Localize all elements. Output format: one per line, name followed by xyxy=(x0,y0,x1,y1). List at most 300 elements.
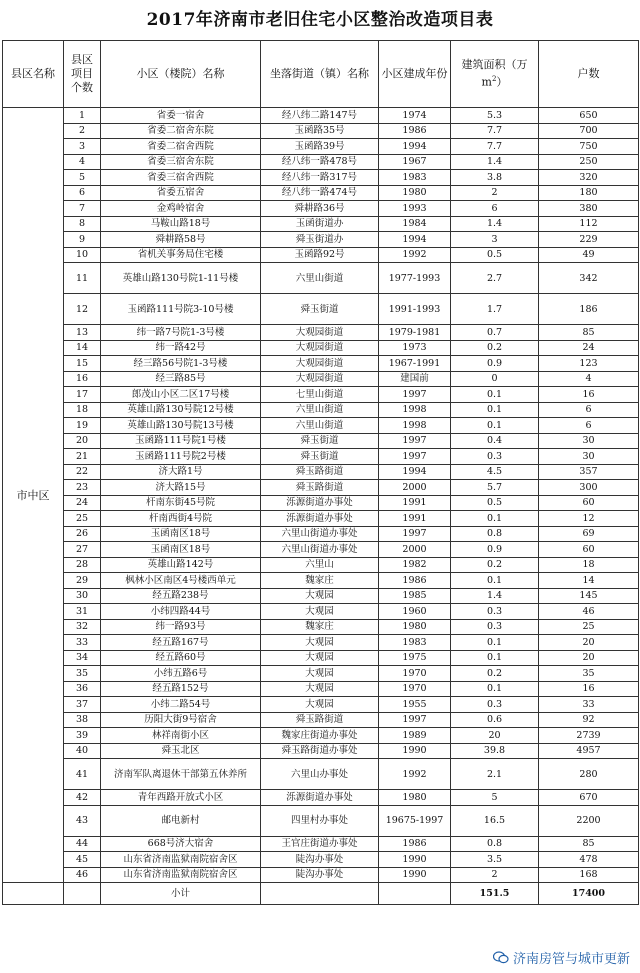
row-name: 英雄山路130号院13号楼 xyxy=(101,418,261,434)
row-year: 1955 xyxy=(379,697,451,713)
subtotal-area: 151.5 xyxy=(451,883,539,905)
row-number: 42 xyxy=(64,790,101,806)
row-number: 22 xyxy=(64,464,101,480)
table-row xyxy=(3,557,639,573)
row-area: 0.2 xyxy=(451,340,539,356)
row-year: 1997 xyxy=(379,433,451,449)
table-row xyxy=(3,325,639,341)
row-name: 玉函路111号院2号楼 xyxy=(101,449,261,465)
row-number: 41 xyxy=(64,759,101,790)
row-street: 经八纬一路474号 xyxy=(261,185,379,201)
row-year: 1992 xyxy=(379,247,451,263)
row-households: 69 xyxy=(539,526,639,542)
row-year: 1980 xyxy=(379,790,451,806)
county-cell: 市中区 xyxy=(3,108,64,883)
page-title: 2017年济南市老旧住宅小区整治改造项目表 xyxy=(146,10,494,30)
table-row xyxy=(3,247,639,263)
row-area: 0.5 xyxy=(451,495,539,511)
row-area: 2.7 xyxy=(451,263,539,294)
row-street: 大观园 xyxy=(261,681,379,697)
row-year: 1998 xyxy=(379,402,451,418)
row-street: 玉函路92号 xyxy=(261,247,379,263)
subtotal-blank-2 xyxy=(64,883,101,905)
row-street: 七里山街道 xyxy=(261,387,379,403)
row-street: 魏家庄 xyxy=(261,619,379,635)
row-name: 玉函南区18号 xyxy=(101,542,261,558)
row-number: 1 xyxy=(64,108,101,124)
row-number: 3 xyxy=(64,139,101,155)
row-number: 38 xyxy=(64,712,101,728)
row-year: 1986 xyxy=(379,573,451,589)
row-name: 小纬五路6号 xyxy=(101,666,261,682)
row-area: 0.5 xyxy=(451,247,539,263)
row-households: 380 xyxy=(539,201,639,217)
subtotal-households: 17400 xyxy=(539,883,639,905)
row-year: 1990 xyxy=(379,852,451,868)
row-number: 26 xyxy=(64,526,101,542)
row-street: 六里山街道 xyxy=(261,418,379,434)
row-households: 14 xyxy=(539,573,639,589)
row-area: 0.1 xyxy=(451,681,539,697)
row-area: 0.6 xyxy=(451,712,539,728)
wechat-icon xyxy=(493,951,509,964)
row-year: 1980 xyxy=(379,185,451,201)
header-row xyxy=(3,41,639,108)
row-street: 大观园 xyxy=(261,588,379,604)
row-households: 33 xyxy=(539,697,639,713)
row-number: 19 xyxy=(64,418,101,434)
row-name: 金鸡岭宿舍 xyxy=(101,201,261,217)
row-year: 1984 xyxy=(379,216,451,232)
row-year: 1998 xyxy=(379,418,451,434)
header-street: 坐落街道（镇）名称 xyxy=(261,41,379,108)
row-year: 2000 xyxy=(379,542,451,558)
row-area: 1.4 xyxy=(451,216,539,232)
row-number: 25 xyxy=(64,511,101,527)
row-households: 25 xyxy=(539,619,639,635)
row-area: 3 xyxy=(451,232,539,248)
subtotal-row xyxy=(3,883,639,905)
row-area: 0.2 xyxy=(451,666,539,682)
row-name: 济南军队离退休干部第五休养所 xyxy=(101,759,261,790)
row-number: 40 xyxy=(64,743,101,759)
row-households: 300 xyxy=(539,480,639,496)
row-area: 0.1 xyxy=(451,418,539,434)
row-name: 青年西路开放式小区 xyxy=(101,790,261,806)
row-households: 186 xyxy=(539,294,639,325)
row-households: 35 xyxy=(539,666,639,682)
row-year: 1960 xyxy=(379,604,451,620)
row-year: 1979-1981 xyxy=(379,325,451,341)
row-area: 7.7 xyxy=(451,123,539,139)
row-area: 2.1 xyxy=(451,759,539,790)
row-name: 山东省济南监狱南院宿舍区 xyxy=(101,867,261,883)
row-area: 0.1 xyxy=(451,402,539,418)
row-area: 0.3 xyxy=(451,604,539,620)
row-households: 30 xyxy=(539,449,639,465)
row-name: 杆南西街4号院 xyxy=(101,511,261,527)
row-name: 纬一路42号 xyxy=(101,340,261,356)
row-households: 112 xyxy=(539,216,639,232)
row-name: 经五路60号 xyxy=(101,650,261,666)
row-year: 1982 xyxy=(379,557,451,573)
row-number: 43 xyxy=(64,805,101,836)
table-row xyxy=(3,449,639,465)
row-street: 王官庄街道办事处 xyxy=(261,836,379,852)
row-year: 1997 xyxy=(379,526,451,542)
row-households: 16 xyxy=(539,387,639,403)
row-year: 19675-1997 xyxy=(379,805,451,836)
row-number: 30 xyxy=(64,588,101,604)
row-year: 1975 xyxy=(379,650,451,666)
row-number: 2 xyxy=(64,123,101,139)
row-households: 2739 xyxy=(539,728,639,744)
table-row xyxy=(3,666,639,682)
row-year: 1994 xyxy=(379,139,451,155)
row-households: 60 xyxy=(539,542,639,558)
table-row xyxy=(3,681,639,697)
table-row xyxy=(3,123,639,139)
table-row xyxy=(3,588,639,604)
row-area: 0 xyxy=(451,371,539,387)
watermark xyxy=(491,948,632,967)
row-year: 1974 xyxy=(379,108,451,124)
row-street: 舜玉路街道 xyxy=(261,712,379,728)
table-row xyxy=(3,728,639,744)
row-households: 229 xyxy=(539,232,639,248)
row-name: 玉函路111号院1号楼 xyxy=(101,433,261,449)
row-area: 39.8 xyxy=(451,743,539,759)
row-households: 20 xyxy=(539,635,639,651)
row-name: 经五路167号 xyxy=(101,635,261,651)
row-name: 经五路152号 xyxy=(101,681,261,697)
row-number: 33 xyxy=(64,635,101,651)
row-year: 2000 xyxy=(379,480,451,496)
row-year: 1973 xyxy=(379,340,451,356)
row-households: 180 xyxy=(539,185,639,201)
row-year: 1992 xyxy=(379,759,451,790)
row-households: 20 xyxy=(539,650,639,666)
row-households: 670 xyxy=(539,790,639,806)
subtotal-blank-1 xyxy=(3,883,64,905)
row-name: 省委三宿舍西院 xyxy=(101,170,261,186)
row-street: 经八纬一路478号 xyxy=(261,154,379,170)
row-name: 小纬二路54号 xyxy=(101,697,261,713)
table-row xyxy=(3,480,639,496)
header-year: 小区建成年份 xyxy=(379,41,451,108)
table-row xyxy=(3,712,639,728)
header-county: 县区名称 xyxy=(3,41,64,108)
row-households: 280 xyxy=(539,759,639,790)
row-area: 5.3 xyxy=(451,108,539,124)
row-street: 大观园 xyxy=(261,666,379,682)
row-number: 13 xyxy=(64,325,101,341)
row-households: 478 xyxy=(539,852,639,868)
row-street: 舜玉街道办 xyxy=(261,232,379,248)
row-year: 1967 xyxy=(379,154,451,170)
table-row xyxy=(3,170,639,186)
row-area: 1.7 xyxy=(451,294,539,325)
row-households: 320 xyxy=(539,170,639,186)
row-name: 山东省济南监狱南院宿舍区 xyxy=(101,852,261,868)
row-area: 0.8 xyxy=(451,836,539,852)
table-row xyxy=(3,526,639,542)
row-street: 大观园街道 xyxy=(261,371,379,387)
table-row xyxy=(3,263,639,294)
row-area: 0.8 xyxy=(451,526,539,542)
row-households: 18 xyxy=(539,557,639,573)
row-street: 泺源街道办事处 xyxy=(261,495,379,511)
row-name: 小纬四路44号 xyxy=(101,604,261,620)
row-area: 4.5 xyxy=(451,464,539,480)
row-households: 123 xyxy=(539,356,639,372)
row-households: 4 xyxy=(539,371,639,387)
table-row xyxy=(3,201,639,217)
row-name: 舜耕路58号 xyxy=(101,232,261,248)
row-households: 24 xyxy=(539,340,639,356)
row-name: 林祥南街小区 xyxy=(101,728,261,744)
row-name: 纬一路93号 xyxy=(101,619,261,635)
row-name: 邮电新村 xyxy=(101,805,261,836)
row-area: 0.3 xyxy=(451,619,539,635)
row-year: 1970 xyxy=(379,681,451,697)
row-name: 省委二宿舍西院 xyxy=(101,139,261,155)
row-households: 342 xyxy=(539,263,639,294)
header-name: 小区（楼院）名称 xyxy=(101,41,261,108)
row-street: 四里村办事处 xyxy=(261,805,379,836)
row-households: 2200 xyxy=(539,805,639,836)
row-number: 34 xyxy=(64,650,101,666)
table-row xyxy=(3,294,639,325)
row-name: 舜玉北区 xyxy=(101,743,261,759)
row-area: 0.2 xyxy=(451,557,539,573)
table-row xyxy=(3,418,639,434)
table-row xyxy=(3,759,639,790)
row-name: 省委五宿舍 xyxy=(101,185,261,201)
row-name: 经三路85号 xyxy=(101,371,261,387)
header-area: 建筑面积（万$m^2$） xyxy=(451,41,539,108)
row-number: 11 xyxy=(64,263,101,294)
row-year: 1986 xyxy=(379,836,451,852)
row-year: 1985 xyxy=(379,588,451,604)
row-area: 2 xyxy=(451,867,539,883)
table-row xyxy=(3,619,639,635)
row-street: 舜玉街道 xyxy=(261,449,379,465)
row-area: 0.4 xyxy=(451,433,539,449)
table-row xyxy=(3,356,639,372)
row-name: 济大路15号 xyxy=(101,480,261,496)
row-name: 省委一宿舍 xyxy=(101,108,261,124)
row-name: 经五路238号 xyxy=(101,588,261,604)
row-street: 六里山 xyxy=(261,557,379,573)
watermark-text: 济南房管与城市更新 xyxy=(512,952,630,967)
row-name: 马鞍山路18号 xyxy=(101,216,261,232)
row-name: 省机关事务局住宅楼 xyxy=(101,247,261,263)
table-row xyxy=(3,867,639,883)
table-row xyxy=(3,108,639,124)
header-households: 户数 xyxy=(539,41,639,108)
row-year: 1989 xyxy=(379,728,451,744)
row-street: 六里山街道办事处 xyxy=(261,542,379,558)
table-row xyxy=(3,805,639,836)
row-households: 60 xyxy=(539,495,639,511)
row-number: 6 xyxy=(64,185,101,201)
row-name: 济大路1号 xyxy=(101,464,261,480)
table-row xyxy=(3,511,639,527)
row-name: 杆南东街45号院 xyxy=(101,495,261,511)
row-street: 六里山街道 xyxy=(261,402,379,418)
row-area: 1.4 xyxy=(451,154,539,170)
table-row xyxy=(3,154,639,170)
row-area: 2 xyxy=(451,185,539,201)
row-area: 20 xyxy=(451,728,539,744)
row-households: 12 xyxy=(539,511,639,527)
row-households: 750 xyxy=(539,139,639,155)
table-row xyxy=(3,495,639,511)
row-street: 魏家庄街道办事处 xyxy=(261,728,379,744)
row-number: 37 xyxy=(64,697,101,713)
row-number: 44 xyxy=(64,836,101,852)
table-row xyxy=(3,604,639,620)
row-street: 大观园街道 xyxy=(261,356,379,372)
row-year: 1997 xyxy=(379,387,451,403)
row-street: 玉函街道办 xyxy=(261,216,379,232)
row-street: 六里山街道 xyxy=(261,263,379,294)
row-name: 玉函南区18号 xyxy=(101,526,261,542)
row-year: 1991 xyxy=(379,511,451,527)
row-households: 145 xyxy=(539,588,639,604)
table-row xyxy=(3,464,639,480)
row-number: 24 xyxy=(64,495,101,511)
row-year: 1991 xyxy=(379,495,451,511)
row-street: 陡沟办事处 xyxy=(261,867,379,883)
row-number: 7 xyxy=(64,201,101,217)
row-street: 经八纬二路147号 xyxy=(261,108,379,124)
table-row xyxy=(3,836,639,852)
row-number: 8 xyxy=(64,216,101,232)
row-number: 28 xyxy=(64,557,101,573)
row-number: 9 xyxy=(64,232,101,248)
row-name: 668号济大宿舍 xyxy=(101,836,261,852)
table-row xyxy=(3,139,639,155)
table-row xyxy=(3,433,639,449)
row-area: 3.5 xyxy=(451,852,539,868)
row-households: 4957 xyxy=(539,743,639,759)
row-street: 玉函路35号 xyxy=(261,123,379,139)
table-row xyxy=(3,650,639,666)
row-year: 1994 xyxy=(379,464,451,480)
row-name: 省委三宿舍东院 xyxy=(101,154,261,170)
row-year: 1997 xyxy=(379,449,451,465)
row-number: 4 xyxy=(64,154,101,170)
row-households: 6 xyxy=(539,418,639,434)
row-name: 玉函路111号院3-10号楼 xyxy=(101,294,261,325)
row-number: 29 xyxy=(64,573,101,589)
row-households: 85 xyxy=(539,836,639,852)
row-area: 0.9 xyxy=(451,542,539,558)
row-year: 1977-1993 xyxy=(379,263,451,294)
row-street: 泺源街道办事处 xyxy=(261,511,379,527)
row-households: 85 xyxy=(539,325,639,341)
row-number: 16 xyxy=(64,371,101,387)
row-street: 大观园 xyxy=(261,604,379,620)
row-number: 21 xyxy=(64,449,101,465)
row-area: 0.1 xyxy=(451,387,539,403)
row-area: 0.3 xyxy=(451,697,539,713)
row-households: 357 xyxy=(539,464,639,480)
row-number: 45 xyxy=(64,852,101,868)
table-row xyxy=(3,852,639,868)
row-street: 大观园街道 xyxy=(261,340,379,356)
row-number: 5 xyxy=(64,170,101,186)
table-row xyxy=(3,340,639,356)
row-year: 1994 xyxy=(379,232,451,248)
table-row xyxy=(3,790,639,806)
table-row xyxy=(3,402,639,418)
row-area: 3.8 xyxy=(451,170,539,186)
row-area: 1.4 xyxy=(451,588,539,604)
row-name: 枫林小区南区4号楼西单元 xyxy=(101,573,261,589)
row-number: 18 xyxy=(64,402,101,418)
row-households: 92 xyxy=(539,712,639,728)
row-year: 1997 xyxy=(379,712,451,728)
row-area: 0.7 xyxy=(451,325,539,341)
row-street: 大观园街道 xyxy=(261,325,379,341)
row-name: 英雄山路142号 xyxy=(101,557,261,573)
table-row xyxy=(3,216,639,232)
row-households: 650 xyxy=(539,108,639,124)
row-households: 46 xyxy=(539,604,639,620)
row-area: 5.7 xyxy=(451,480,539,496)
row-street: 舜玉路街道办事处 xyxy=(261,743,379,759)
subtotal-blank-3 xyxy=(261,883,379,905)
row-name: 郎茂山小区二区17号楼 xyxy=(101,387,261,403)
row-number: 36 xyxy=(64,681,101,697)
row-street: 舜耕路36号 xyxy=(261,201,379,217)
row-street: 舜玉街道 xyxy=(261,433,379,449)
row-year: 1967-1991 xyxy=(379,356,451,372)
row-number: 14 xyxy=(64,340,101,356)
row-area: 7.7 xyxy=(451,139,539,155)
row-area: 0.1 xyxy=(451,511,539,527)
table-row xyxy=(3,697,639,713)
row-number: 17 xyxy=(64,387,101,403)
row-street: 经八纬一路317号 xyxy=(261,170,379,186)
row-number: 46 xyxy=(64,867,101,883)
row-area: 0.1 xyxy=(451,573,539,589)
row-number: 20 xyxy=(64,433,101,449)
row-street: 陡沟办事处 xyxy=(261,852,379,868)
row-number: 23 xyxy=(64,480,101,496)
table-row xyxy=(3,185,639,201)
row-year: 1990 xyxy=(379,743,451,759)
row-area: 0.3 xyxy=(451,449,539,465)
table-row xyxy=(3,635,639,651)
row-street: 舜玉路街道 xyxy=(261,464,379,480)
row-street: 玉函路39号 xyxy=(261,139,379,155)
project-table xyxy=(2,40,639,905)
row-households: 700 xyxy=(539,123,639,139)
row-year: 1983 xyxy=(379,635,451,651)
row-number: 12 xyxy=(64,294,101,325)
row-street: 大观园 xyxy=(261,697,379,713)
row-street: 大观园 xyxy=(261,650,379,666)
row-number: 32 xyxy=(64,619,101,635)
row-area: 0.1 xyxy=(451,635,539,651)
row-year: 1990 xyxy=(379,867,451,883)
row-name: 经三路56号院1-3号楼 xyxy=(101,356,261,372)
table-row xyxy=(3,573,639,589)
